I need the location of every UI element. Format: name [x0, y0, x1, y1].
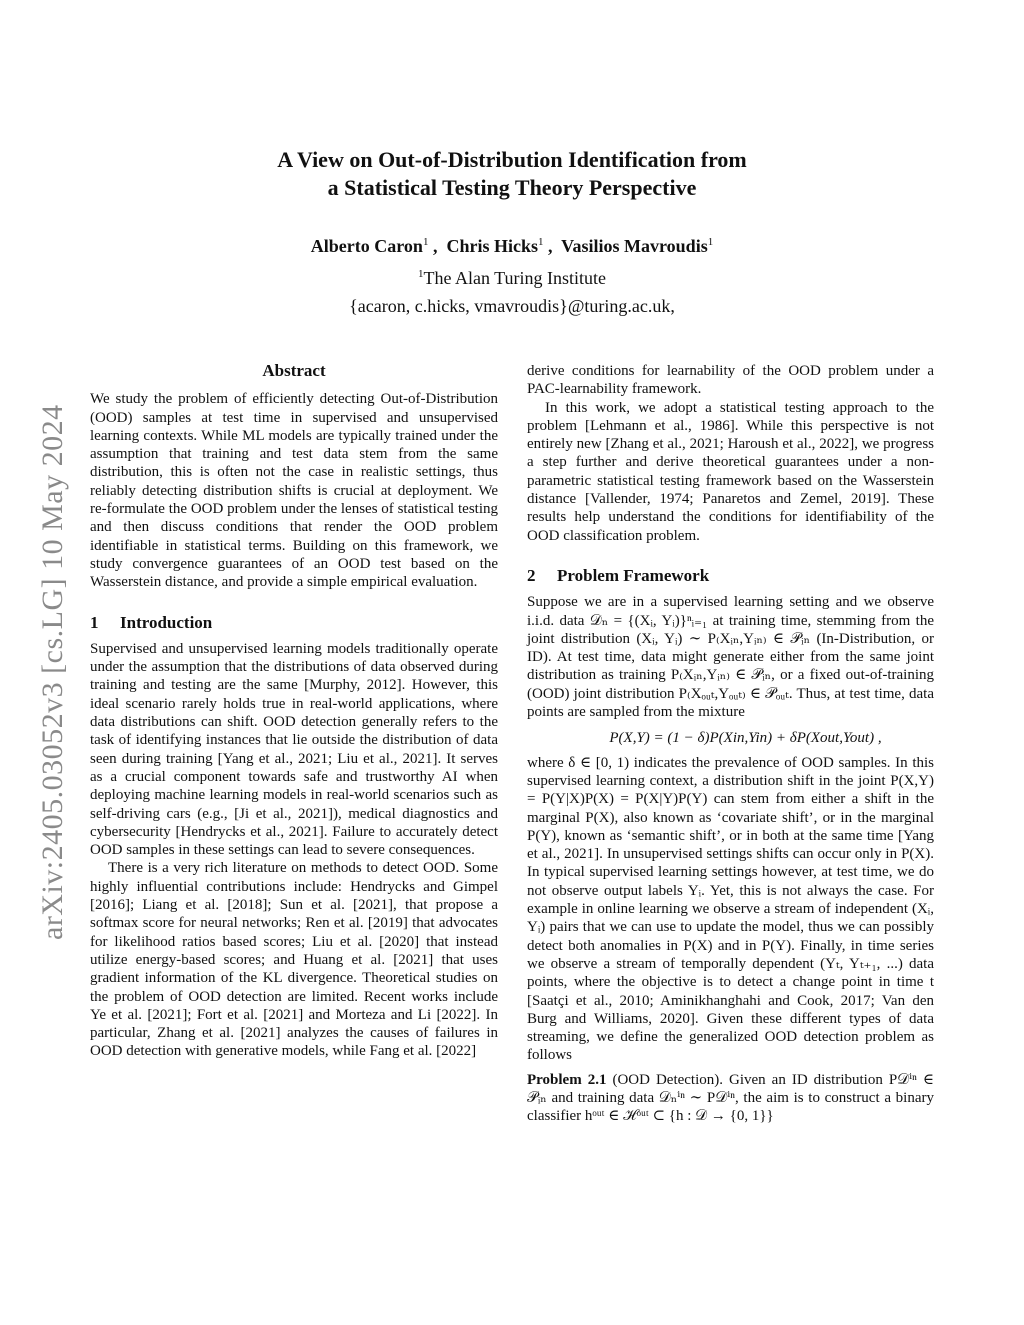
problem-text: (OOD Detection). Given an ID distribution P𝒟ⁱⁿ ∈ 𝒫ᵢₙ and training data 𝒟ₙⁱⁿ ∼ P𝒟ⁱⁿ, the aim is to construct a binary classifier hᵒᵘᵗ ∈ ℋᵒᵘᵗ ⊂ {h : 𝒟 → {0, 1}}	[527, 1071, 934, 1125]
author-block	[0, 230, 1024, 318]
framework-paragraph-2: where δ ∈ [0, 1) indicates the prevalence of OOD samples. In this supervised learning context, a distribution shift in the joint P(X,Y) = P(Y|X)P(X) = P(X|Y)P(Y) can stem from either a shift in the marginal P(X), also known as ‘covariate shift’, or in the marginal P(Y), known as ‘semantic shift’, or in both at the same time [Yang et al., 2021]. In unsupervised settings shifts can occur only in P(X). In typical supervised learning settings however, at test time, we do not observe output labels Yᵢ. Yet, this is not always the case. For example in online learning we observe a stream of independent (Xᵢ, Yᵢ) pairs that we can use to update the model, thus we can possibly detect both anomalies in P(X) and in P(Y). Finally, in time series we observe a stream of temporally dependent (Yₜ, Yₜ₊₁, ...) data points, where the objective is to detect a change point in time t [Saatçi et al., 2010; Aminikhanghahi and Cook, 2017; Van den Burg and Williams, 2020]. Given these different types of data streaming, we define the generalized OOD detection problem as follows	[527, 754, 934, 1064]
abstract-heading: Abstract	[262, 361, 326, 380]
author-emails: {acaron, c.hicks, vmavroudis}@turing.ac.uk,	[349, 296, 675, 316]
section-title: Introduction	[120, 612, 213, 632]
affiliation-text: The Alan Turing Institute	[423, 268, 606, 288]
title-line-2: a Statistical Testing Theory Perspective	[327, 175, 697, 200]
affiliation	[0, 262, 1024, 290]
problem-label: Problem 2.1	[527, 1071, 607, 1088]
aff-mark-2: 1	[537, 236, 544, 248]
intro-paragraph-1: Supervised and unsupervised learning models traditionally operate under the assumption that the distributions of data observed during training and testing are the same [Murphy, 2012]. However, this ideal scenario rarely holds true in real-world applications, where data distributions can shift. OOD detection generally refers to the task of identifying instances that lie outside the distribution of data seen during training [Yang et al., 2021; Liu et al., 2021]. It serves as a crucial component towards safe and trustworthy AI when deploying machine learning models in real-world scenarios such as self-driving cars (e.g., [Ji et al., 2021]), medical diagnostics and cybersecurity [Hendrycks et al., 2021]. Failure to accurately detect OOD samples in these settings can lead to severe consequences.	[90, 640, 498, 859]
title-line-1: A View on Out-of-Distribution Identification from	[277, 147, 747, 172]
right-column	[527, 362, 934, 1126]
section-heading-introduction	[90, 614, 498, 632]
section-number: 1	[90, 612, 99, 632]
intro-paragraph-3: derive conditions for learnability of the OOD problem under a PAC-learnability framework.	[527, 363, 934, 398]
abstract-text: We study the problem of efficiently detecting Out-of-Distribution (OOD) samples at test time in supervised and unsupervised learning contexts. While ML models are typically trained under the assumption that training and test data stem from the same distribution, this is often not the case in realistic settings, thus reliably detecting distribution shifts is crucial at deployment. We re-formulate the OOD problem under the lenses of statistical testing and then discuss conditions that render the OOD problem identifiable in statistical terms. Building on this framework, we study convergence guarantees of an OOD test based on the Wasserstein distance, and provide a simple empirical evaluation.	[90, 391, 498, 591]
author-names: Alberto Caron$^1$ , Chris Hicks$^1$ , Vasilios Mavroudis$^1$	[310, 236, 714, 256]
framework-paragraph-1: Suppose we are in a supervised learning setting and we observe i.i.d. data 𝒟ₙ = {(Xᵢ, Yᵢ)}ⁿᵢ₌₁ at training time, stemming from the joint distribution (Xᵢ, Yᵢ) ∼ P₍Xᵢₙ,Yᵢₙ₎ ∈ 𝒫ᵢₙ (In-Distribution, or ID). At test time, data might generate either from the same joint distribution as training P₍Xᵢₙ,Yᵢₙ₎ ∈ 𝒫ᵢₙ, or a fixed out-of-training (OOD) joint distribution P₍Xₒᵤₜ,Yₒᵤₜ₎ ∈ 𝒫ₒᵤₜ. Thus, at test time, data points are sampled from the mixture	[527, 594, 934, 721]
aff-mark-1: 1	[422, 236, 429, 248]
author-2: Chris Hicks	[446, 236, 538, 256]
arxiv-identifier: arXiv:2405.03052v3 [cs.LG] 10 May 2024	[36, 404, 69, 940]
aff-mark-3: 1	[707, 236, 714, 248]
section-title: Problem Framework	[557, 565, 710, 585]
author-1: Alberto Caron	[310, 236, 423, 256]
intro-paragraph-4: In this work, we adopt a statistical testing approach to the problem [Lehmann et al., 1986]. While this perspective is not entirely new [Zhang et al., 2021; Haroush et al., 2022], we progress a step further and derive theoretical guarantees under a non-parametric statistical testing framework based on the Wasserstein distance [Vallender, 1974; Panaretos and Zemel, 2019]. These results help understand the conditions for identifiability of the OOD classification problem.	[527, 399, 934, 544]
author-3: Vasilios Mavroudis	[561, 236, 708, 256]
left-column	[90, 362, 498, 1061]
intro-paragraph-2: There is a very rich literature on methods to detect OOD. Some highly influential contributions include: Hendrycks and Gimpel [2016]; Liang et al. [2018]; Sun et al. [2021], that propose a softmax score for neural networks; Ren et al. [2019] that advocates for likelihood ratios based scores; Liu et al. [2020] that instead utilize energy-based scores; and Huang et al. [2021] that uses gradient information of the KL divergence. Theoretical studies on the problem of OOD detection are limited. Recent works include Ye et al. [2021]; Fort et al. [2021] and Morteza and Li [2022]. In particular, Zhang et al. [2021] analyzes the causes of failures in OOD detection with generative models, while Fang et al. [2022]	[90, 860, 498, 1060]
section-number: 2	[527, 565, 536, 585]
paper-title	[0, 146, 1024, 202]
mixture-equation: P(X,Y) = (1 − δ)P(Xin,Yin) + δP(Xout,Yout) ,	[609, 730, 882, 747]
aff-mark-institute: 1	[417, 268, 424, 280]
section-heading-problem-framework	[527, 567, 934, 585]
problem-statement	[527, 1071, 934, 1126]
